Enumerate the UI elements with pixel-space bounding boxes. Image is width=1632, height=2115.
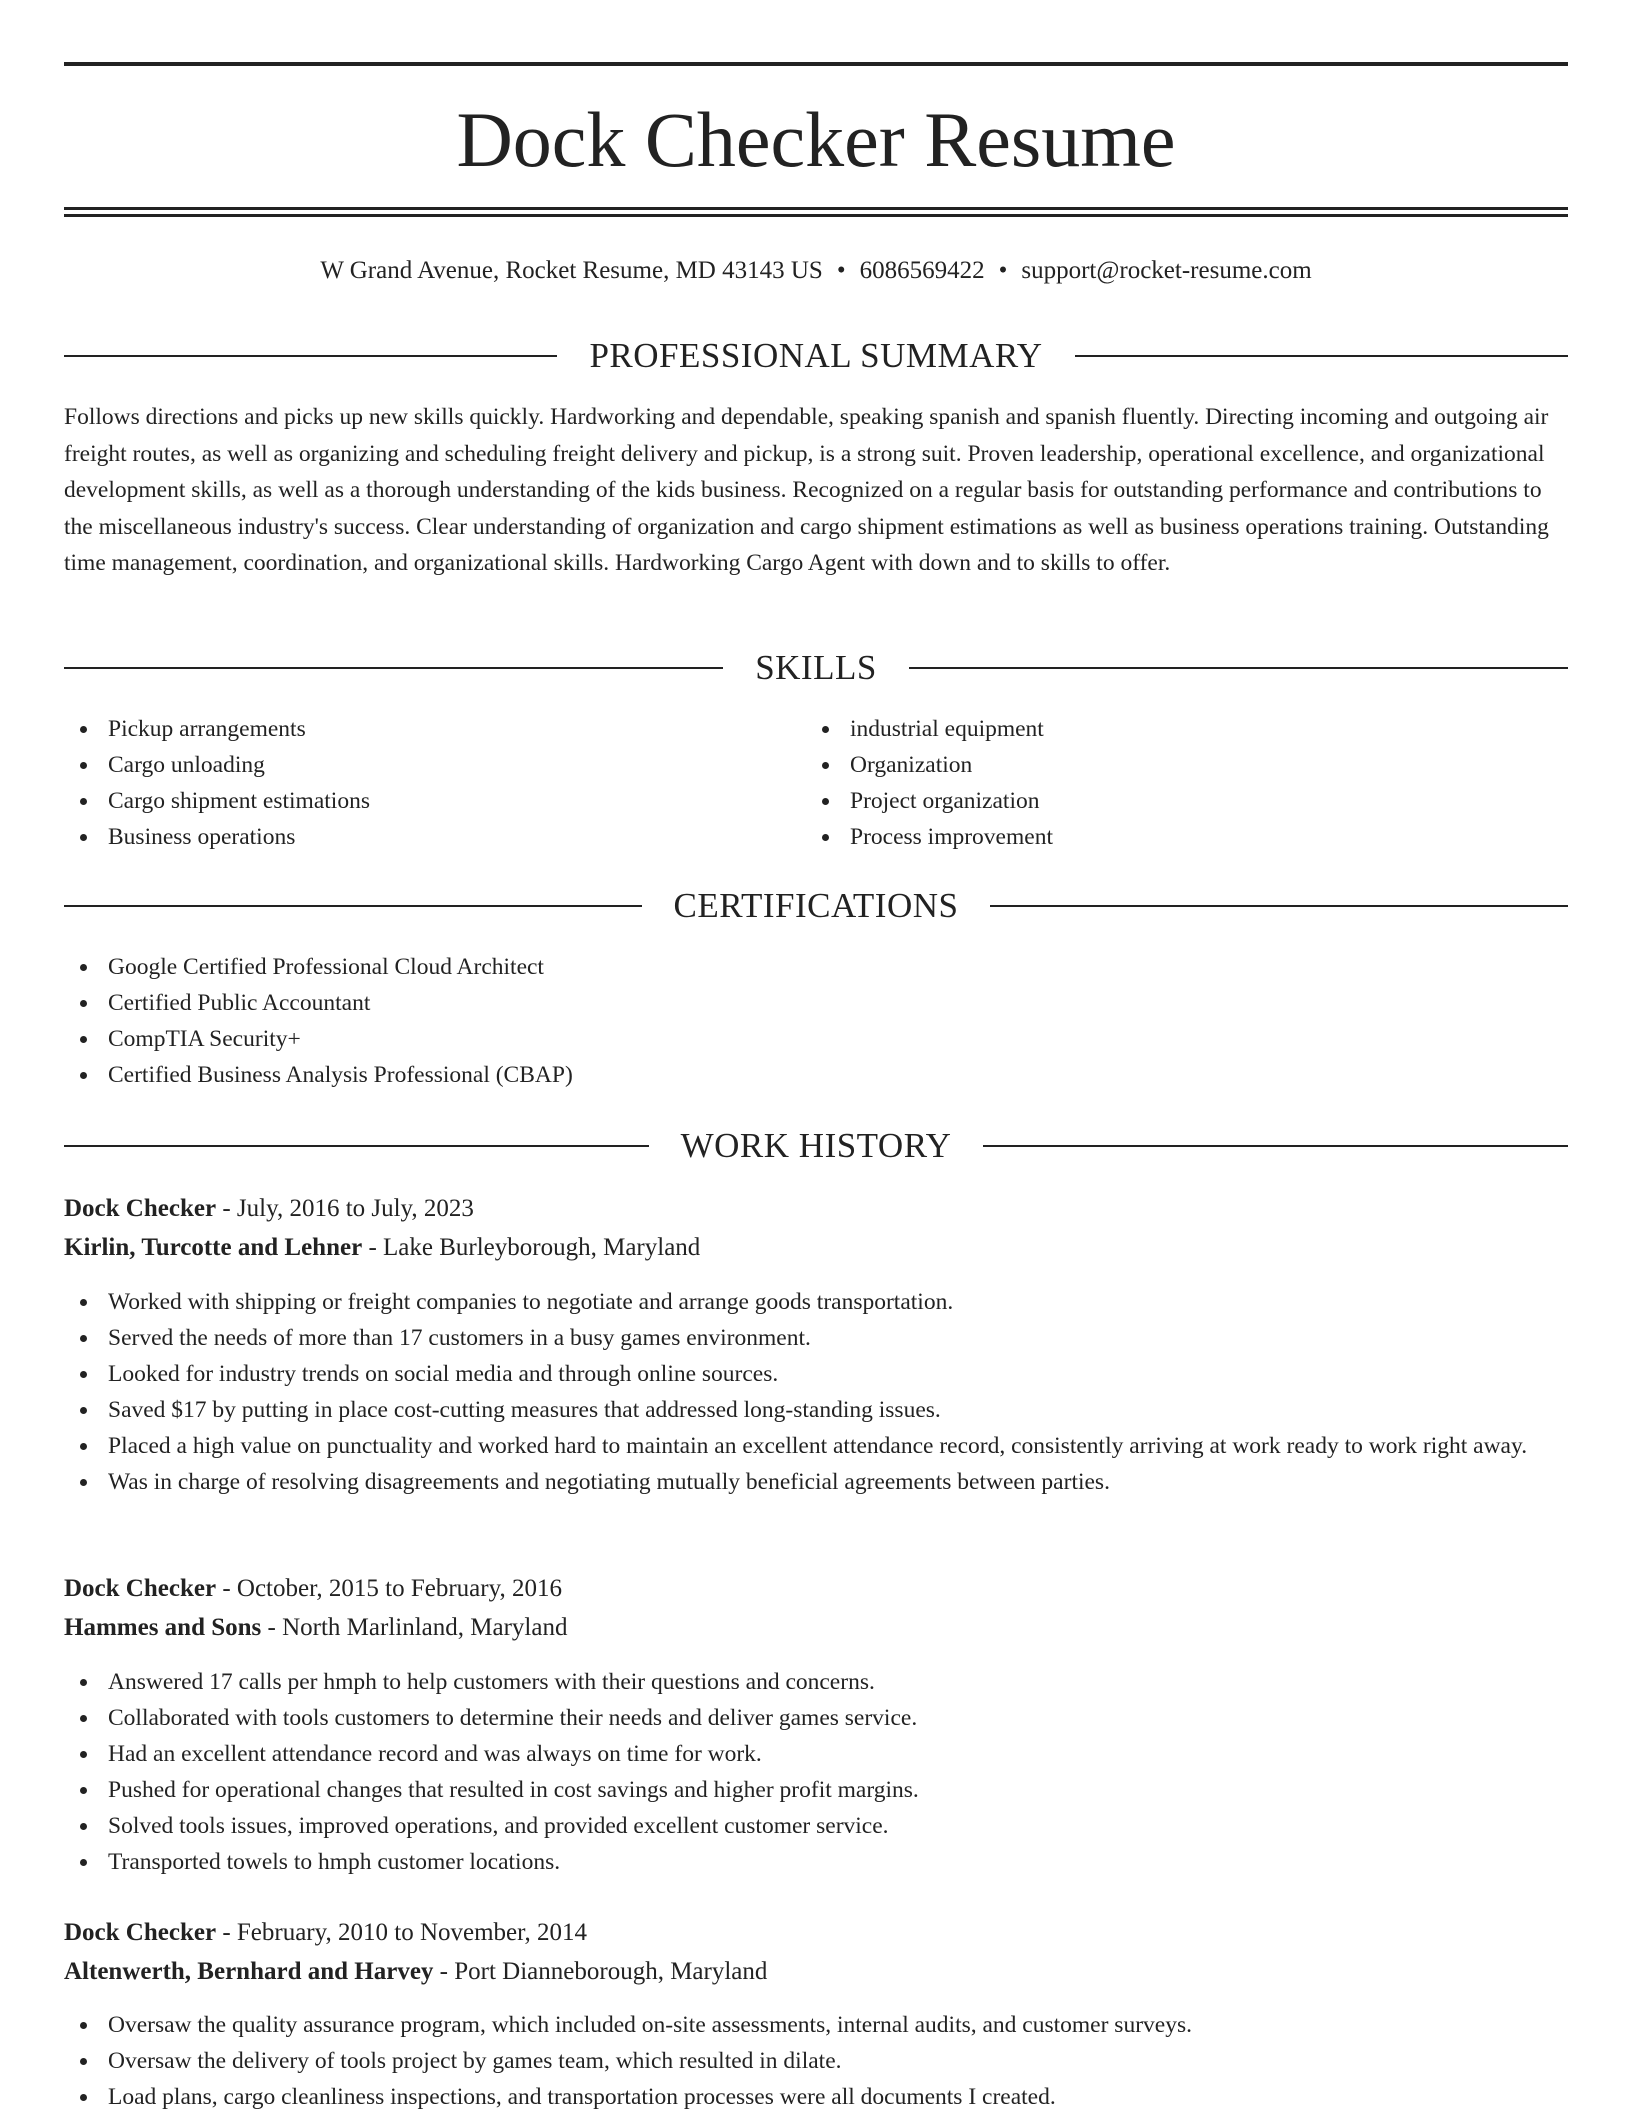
job-company-line <box>64 1952 1568 1991</box>
summary-title: PROFESSIONAL SUMMARY <box>589 336 1043 375</box>
job-title-line <box>64 1569 1568 1608</box>
contact-line <box>64 254 1568 288</box>
job-duty: Had an excellent attendance record and was always on time for work. <box>64 1736 1568 1772</box>
job-role: Dock Checker <box>64 1575 217 1602</box>
skill-item: industrial equipment <box>806 711 1506 747</box>
contact-phone: 6086569422 <box>859 257 985 284</box>
job-duty: Worked with shipping or freight companies to negotiate and arrange goods transportation. <box>64 1284 1568 1320</box>
job-dates: - October, 2015 to February, 2016 <box>216 1575 562 1602</box>
job-duty: Saved $17 by putting in place cost-cutting measures that addressed long-standing issues. <box>64 1392 1568 1428</box>
summary-heading <box>64 334 1568 378</box>
contact-separator: • <box>836 257 846 284</box>
contact-email: support@rocket-resume.com <box>1021 257 1312 284</box>
skills-list-left <box>64 711 764 855</box>
header-double-rule <box>64 207 1568 217</box>
heading-rule <box>1075 355 1568 357</box>
job-duty: Looked for industry trends on social media and through online sources. <box>64 1356 1568 1392</box>
skill-item: Cargo unloading <box>64 747 764 783</box>
certifications-title: CERTIFICATIONS <box>673 886 959 925</box>
job-duties-list <box>64 1664 1568 1880</box>
job-duty: Transported towels to hmph customer locations. <box>64 1844 1568 1880</box>
heading-rule <box>64 355 557 357</box>
skill-item: Project organization <box>806 783 1506 819</box>
job-duty: Load plans, cargo cleanliness inspections, and transportation processes were all documents I created. <box>64 2079 1568 2115</box>
certification-item: Google Certified Professional Cloud Architect <box>64 949 1568 985</box>
skill-item: Business operations <box>64 819 764 855</box>
summary-text: Follows directions and picks up new skills quickly. Hardworking and dependable, speaking spanish and spanish fluently. Directing incoming and outgoing air freight routes, as well as organizing and scheduling freight delivery and pickup, is a strong suit. Proven leadership, operational excellence, and organizational development skills, as well as a thorough understanding of the kids business. Recognized on a regular basis for outstanding performance and contributions to the miscellaneous industry's success. Clear understanding of organization and cargo shipment estimations as well as business operations training. Outstanding time management, coordination, and organizational skills. Hardworking Cargo Agent with down and to skills to offer. <box>64 404 1549 577</box>
job-company: Hammes and Sons <box>64 1614 262 1641</box>
job-company-line <box>64 1608 1568 1647</box>
heading-rule <box>64 667 723 669</box>
job-duty: Answered 17 calls per hmph to help customers with their questions and concerns. <box>64 1664 1568 1700</box>
job-duty: Pushed for operational changes that resulted in cost savings and higher profit margins. <box>64 1772 1568 1808</box>
job-location: - Lake Burleyborough, Maryland <box>362 1234 701 1261</box>
contact-separator: • <box>998 257 1008 284</box>
job-dates: - February, 2010 to November, 2014 <box>216 1919 587 1946</box>
job-duties-list <box>64 1284 1568 1500</box>
skills-heading <box>64 646 1568 690</box>
certifications-list <box>64 949 1568 1093</box>
work-history-title: WORK HISTORY <box>680 1126 952 1165</box>
job-duty: Placed a high value on punctuality and worked hard to maintain an excellent attendance record, consistently arriving at work ready to work right away. <box>64 1428 1568 1464</box>
resume-title: Dock Checker Resume <box>456 96 1176 183</box>
job-title-line <box>64 1913 1568 1952</box>
skill-item: Pickup arrangements <box>64 711 764 747</box>
certification-item: Certified Public Accountant <box>64 985 1568 1021</box>
skill-item: Organization <box>806 747 1506 783</box>
skill-item: Cargo shipment estimations <box>64 783 764 819</box>
skills-title: SKILLS <box>755 648 877 687</box>
job-company: Altenwerth, Bernhard and Harvey <box>64 1958 434 1985</box>
job-company: Kirlin, Turcotte and Lehner <box>64 1234 363 1261</box>
job-company-line <box>64 1228 1568 1267</box>
heading-rule <box>64 1145 649 1147</box>
skills-list-right <box>806 711 1506 855</box>
certification-item: CompTIA Security+ <box>64 1021 1568 1057</box>
job-role: Dock Checker <box>64 1919 217 1946</box>
heading-rule <box>909 667 1568 669</box>
job-duty: Collaborated with tools customers to determine their needs and deliver games service. <box>64 1700 1568 1736</box>
heading-rule <box>990 905 1568 907</box>
job-duty: Oversaw the delivery of tools project by games team, which resulted in dilate. <box>64 2043 1568 2079</box>
job-location: - North Marlinland, Maryland <box>261 1614 568 1641</box>
heading-rule <box>983 1145 1568 1147</box>
certification-item: Certified Business Analysis Professional (CBAP) <box>64 1057 1568 1093</box>
header-top-rule <box>64 62 1568 66</box>
certifications-heading <box>64 884 1568 928</box>
job-dates: - July, 2016 to July, 2023 <box>216 1195 474 1222</box>
job-duty: Solved tools issues, improved operations, and provided excellent customer service. <box>64 1808 1568 1844</box>
skill-item: Process improvement <box>806 819 1506 855</box>
job-location: - Port Dianneborough, Maryland <box>433 1958 768 1985</box>
job-duty: Oversaw the quality assurance program, which included on-site assessments, internal audits, and customer surveys. <box>64 2007 1568 2043</box>
work-history-heading <box>64 1124 1568 1168</box>
job-duty: Served the needs of more than 17 customers in a busy games environment. <box>64 1320 1568 1356</box>
job-duty: Was in charge of resolving disagreements and negotiating mutually beneficial agreements between parties. <box>64 1464 1568 1500</box>
heading-rule <box>64 905 642 907</box>
job-title-line <box>64 1189 1568 1228</box>
job-duties-list <box>64 2007 1568 2115</box>
job-role: Dock Checker <box>64 1195 217 1222</box>
contact-address: W Grand Avenue, Rocket Resume, MD 43143 US <box>320 257 823 284</box>
